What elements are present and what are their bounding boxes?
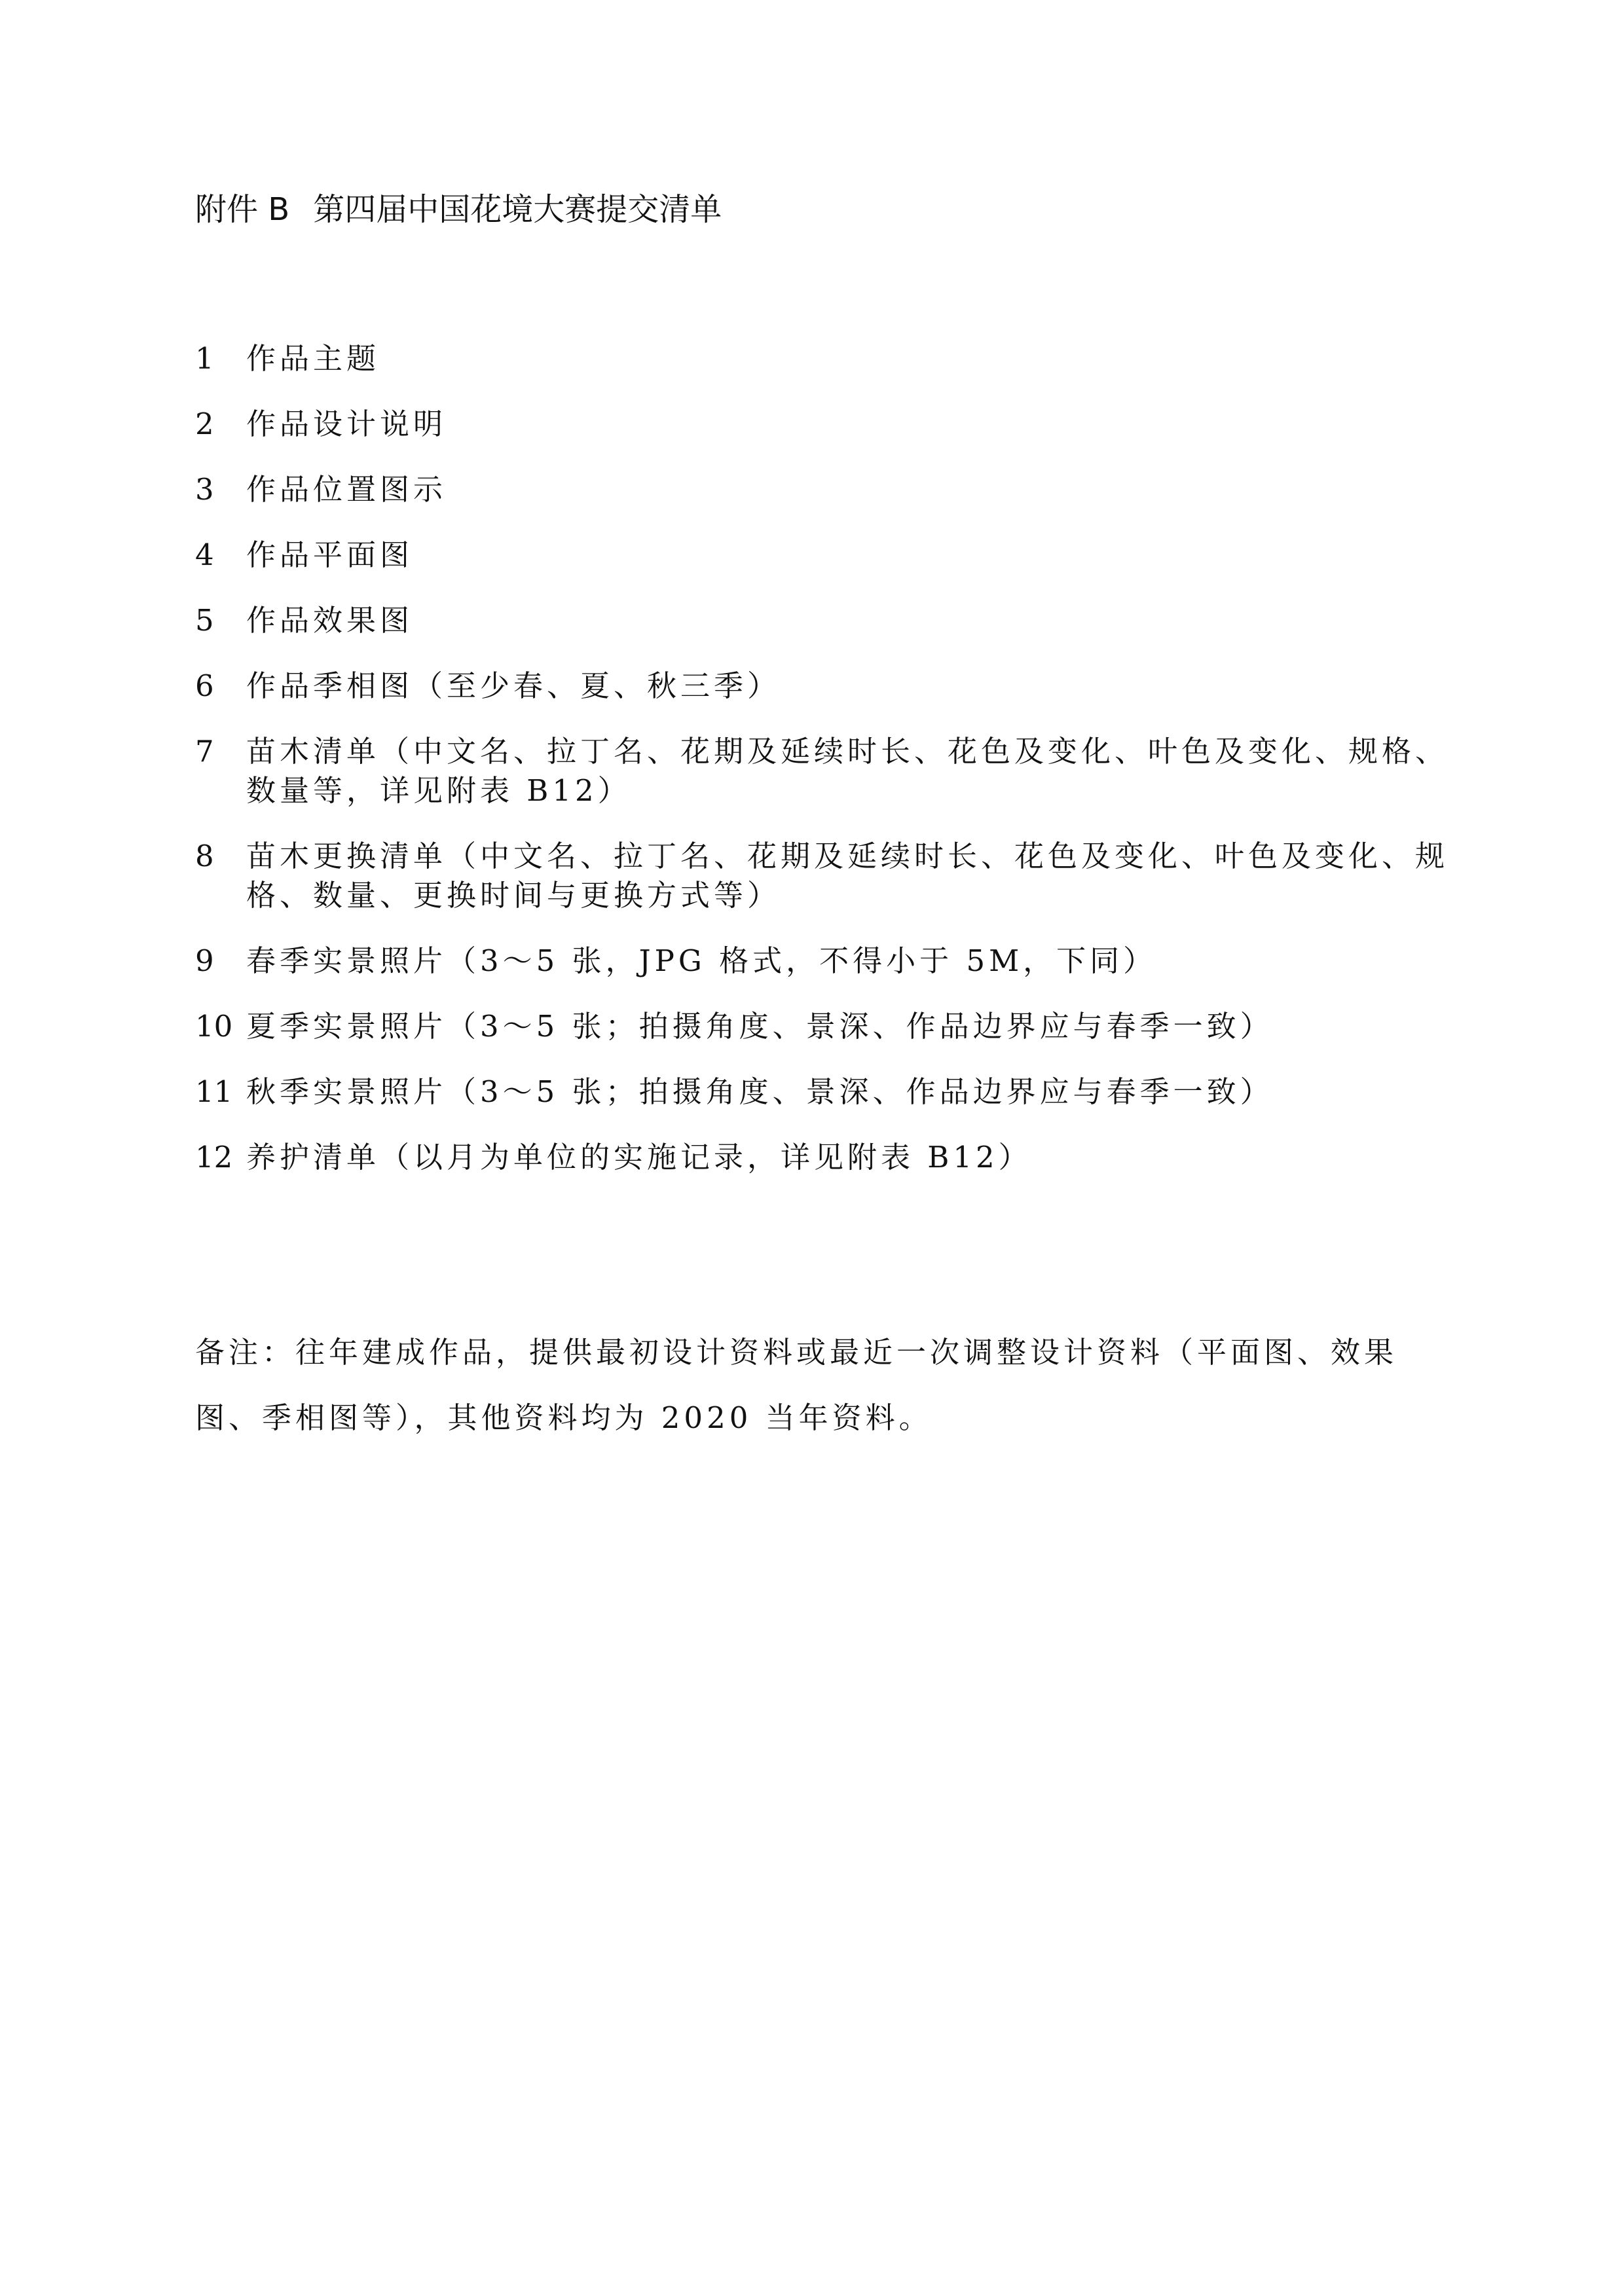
item-text: 苗木更换清单（中文名、拉丁名、花期及延续时长、花色及变化、叶色及变化、规格、数量、更换时间与更换方式等） (246, 839, 1449, 913)
item-number: 12 (195, 1140, 233, 1175)
title-text: 第四届中国花境大赛提交清单 (313, 191, 722, 228)
item-text: 作品效果图 (246, 603, 414, 638)
page-title (195, 190, 722, 229)
title-prefix: 附件 B (195, 191, 290, 228)
list-item (195, 837, 1452, 915)
item-number: 9 (195, 943, 214, 978)
item-text: 作品设计说明 (246, 407, 447, 441)
item-text: 作品季相图（至少春、夏、秋三季） (246, 668, 781, 703)
list-item (195, 470, 1452, 509)
item-number: 6 (195, 668, 214, 703)
list-item (195, 941, 1452, 981)
item-text: 作品位置图示 (246, 472, 447, 507)
list-item (195, 666, 1452, 706)
list-item (195, 601, 1452, 640)
list-item (195, 339, 1452, 378)
item-number: 2 (195, 407, 214, 441)
remark-note: 备注：往年建成作品，提供最初设计资料或最近一次调整设计资料（平面图、效果图、季相图等），其他资料均为 2020 当年资料。 (195, 1335, 1398, 1435)
item-number: 5 (195, 603, 214, 638)
item-text: 养护清单（以月为单位的实施记录，详见附表 B12） (246, 1140, 1032, 1175)
item-number: 4 (195, 538, 214, 572)
item-number: 7 (195, 734, 214, 769)
submission-list (195, 339, 1452, 1203)
list-item (195, 1007, 1452, 1046)
item-text: 苗木清单（中文名、拉丁名、花期及延续时长、花色及变化、叶色及变化、规格、数量等，详见附表 B12） (246, 734, 1449, 808)
item-text: 夏季实景照片（3～5 张；拍摄角度、景深、作品边界应与春季一致） (246, 1009, 1274, 1044)
item-number: 3 (195, 472, 214, 507)
item-text: 作品主题 (246, 341, 380, 376)
item-text: 作品平面图 (246, 538, 414, 572)
list-item (195, 536, 1452, 575)
list-item (195, 732, 1452, 811)
item-text: 秋季实景照片（3～5 张；拍摄角度、景深、作品边界应与春季一致） (246, 1074, 1274, 1109)
item-number: 1 (195, 341, 214, 376)
item-text: 春季实景照片（3～5 张，JPG 格式，不得小于 5M，下同） (246, 943, 1157, 978)
list-item (195, 1072, 1452, 1112)
item-number: 8 (195, 839, 214, 873)
list-item (195, 1138, 1452, 1177)
list-item (195, 405, 1452, 444)
item-number: 11 (195, 1074, 233, 1109)
item-number: 10 (195, 1009, 233, 1044)
